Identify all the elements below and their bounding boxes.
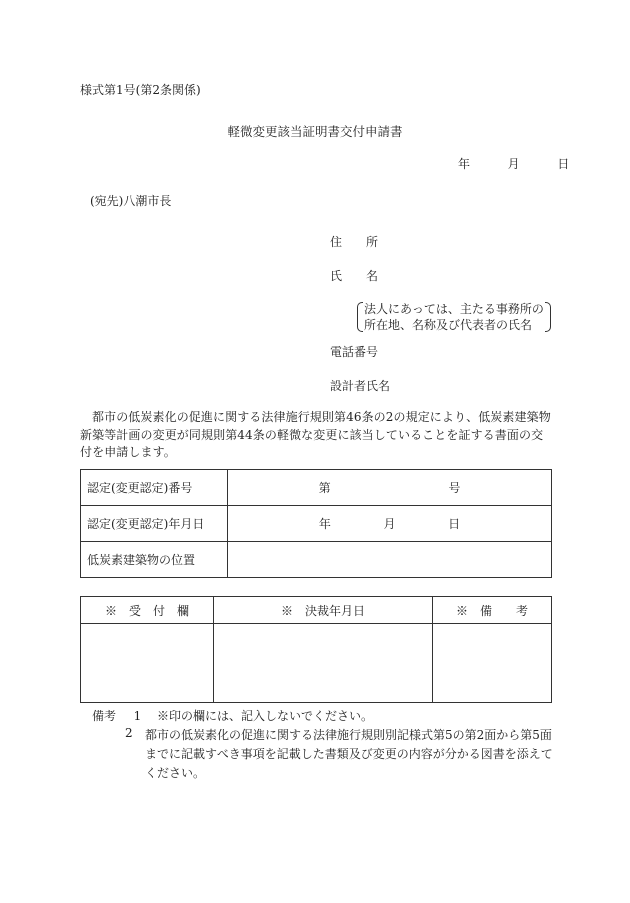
cert-number-suffix: 号	[448, 481, 461, 495]
reception-header: ※ 受 付 欄	[81, 597, 214, 624]
corporation-note-line2: 所在地、名称及び代表者の氏名	[364, 318, 533, 332]
cert-date-label: 認定(変更認定)年月日	[81, 506, 228, 542]
cert-date-day: 日	[448, 517, 461, 531]
cert-date-year: 年	[318, 517, 331, 531]
remark-1-number: 1	[133, 709, 142, 723]
addressee: (宛先)八潮市長	[90, 194, 172, 208]
cert-number-label: 認定(変更認定)番号	[81, 470, 228, 506]
date-year: 年	[458, 157, 471, 171]
office-remarks-cell	[433, 624, 552, 703]
remarks-heading: 備考	[92, 709, 117, 723]
cert-date-month: 月	[383, 517, 396, 531]
reception-cell	[81, 624, 214, 703]
remark-1: ※印の欄には、記入しないでください。	[156, 709, 373, 723]
office-use-table	[80, 596, 552, 703]
remarks-line1	[92, 707, 373, 724]
building-location-label: 低炭素建築物の位置	[81, 542, 228, 578]
corporation-note-line1: 法人にあっては、主たる事務所の	[364, 302, 544, 316]
building-location-value	[228, 542, 552, 578]
date-month: 月	[507, 157, 520, 171]
cert-number-prefix: 第	[318, 481, 331, 495]
decision-date-cell	[214, 624, 433, 703]
application-statement: 都市の低炭素化の促進に関する法律施行規則第46条の2の規定により、低炭素建築物新築等計画の変更が同規則第44条の軽微な変更に該当していることを証する書面の交付を申請します。	[80, 410, 551, 459]
remark-2-number: 2	[125, 726, 133, 740]
designer-label: 設計者氏名	[330, 379, 391, 393]
remark-2: 都市の低炭素化の促進に関する法律施行規則別記様式第5の第2面から第5面までに記載すべき事項を記載した書類及び変更の内容が分かる図書を添えてください。	[145, 728, 553, 780]
certification-info-table	[80, 469, 552, 578]
table-row	[81, 470, 552, 506]
corporation-note	[357, 301, 551, 333]
address-label: 住 所	[330, 235, 379, 249]
table-row	[81, 624, 552, 703]
cert-number-value	[228, 470, 552, 506]
table-row	[81, 542, 552, 578]
date-day: 日	[557, 157, 570, 171]
table-row	[81, 506, 552, 542]
date-line	[458, 155, 569, 172]
cert-date-value	[228, 506, 552, 542]
decision-date-header: ※ 決裁年月日	[214, 597, 433, 624]
page-title: 軽微変更該当証明書交付申請書	[227, 124, 403, 139]
office-remarks-header: ※ 備 考	[433, 597, 552, 624]
table-row	[81, 597, 552, 624]
phone-label: 電話番号	[330, 345, 379, 359]
form-number: 様式第1号(第2条関係)	[80, 83, 201, 97]
name-label: 氏 名	[330, 269, 379, 283]
